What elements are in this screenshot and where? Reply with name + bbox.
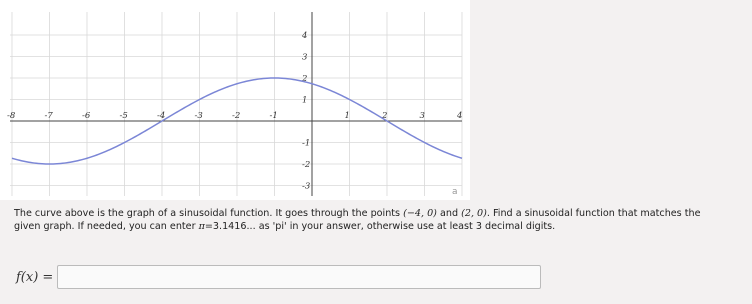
x-tick-label: 2: [382, 111, 388, 121]
point-marker: a: [452, 187, 458, 197]
y-tick-label: -1: [302, 138, 311, 149]
y-tick-label: -3: [302, 181, 311, 192]
x-tick-label: 4: [457, 111, 463, 121]
y-tick-label: 4: [302, 31, 308, 41]
point-neg4-0: (−4, 0): [403, 208, 437, 219]
x-tick-label: -2: [232, 111, 241, 121]
x-tick-label: -5: [119, 111, 128, 121]
answer-row: [16, 262, 541, 292]
graph-background: [0, 0, 470, 200]
answer-input[interactable]: [57, 265, 541, 289]
x-tick-label: -3: [194, 111, 203, 121]
point-2-0: (2, 0): [461, 208, 487, 219]
y-tick-label: 3: [302, 52, 308, 63]
question-part1: The curve above is the graph of a sinusoidal function. It goes through the points: [14, 208, 404, 219]
x-tick-label: 3: [419, 111, 425, 121]
question-and: and: [436, 208, 462, 219]
x-tick-label: 1: [344, 111, 350, 121]
question-part3: =3.1416... as 'pi' in your answer, otherwise use at least 3 decimal digits.: [204, 220, 556, 232]
y-tick-label: 2: [302, 74, 308, 84]
x-tick-label: -4: [157, 111, 166, 121]
pi-symbol: π: [198, 220, 205, 232]
y-tick-label: 1: [302, 95, 308, 106]
answer-label: f(x) =: [16, 269, 54, 285]
x-tick-label: -8: [7, 111, 16, 121]
question-text: [14, 208, 704, 233]
sinusoid-graph: [0, 0, 470, 200]
x-tick-label: -6: [82, 111, 91, 121]
x-tick-label: -1: [269, 111, 278, 121]
question-part2: . Find a sinusoidal function that matches the given graph. If needed, you can enter: [14, 208, 701, 232]
x-tick-label: -7: [44, 111, 53, 121]
y-tick-label: -2: [302, 160, 311, 170]
